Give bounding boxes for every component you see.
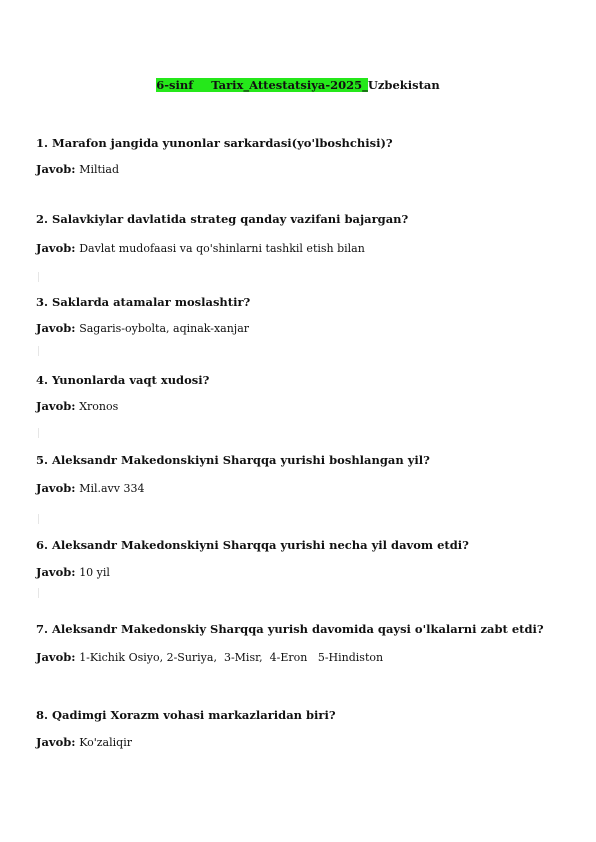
answer-6 — [36, 565, 110, 579]
answer-value: 1-Kichik Osiyo, 2-Suriya, 3-Misr, 4-Eron 5-Hindiston — [79, 651, 384, 664]
faint-mark — [38, 588, 39, 598]
question-5: 5. Aleksandr Makedonskiyni Sharqqa yurishi boshlangan yil? — [36, 453, 430, 467]
question-8: 8. Qadimgi Xorazm vohasi markazlaridan biri? — [36, 708, 336, 722]
answer-label: Javob: — [36, 735, 76, 749]
answer-value: Ko'zaliqir — [79, 736, 132, 749]
answer-label: Javob: — [36, 650, 76, 664]
faint-mark — [38, 346, 39, 356]
question-7: 7. Aleksandr Makedonskiy Sharqqa yurish davomida qaysi o'lkalarni zabt etdi? — [36, 622, 544, 636]
answer-4 — [36, 399, 118, 413]
answer-label: Javob: — [36, 241, 76, 255]
answer-8 — [36, 735, 132, 749]
title-country: Uzbekistan — [367, 78, 440, 92]
answer-3 — [36, 321, 249, 335]
faint-mark — [38, 514, 39, 524]
title-highlight — [156, 78, 368, 92]
answer-2 — [36, 241, 365, 255]
question-1: 1. Marafon jangida yunonlar sarkardasi(yo'lboshchisi)? — [36, 136, 393, 150]
answer-1 — [36, 162, 119, 176]
answer-value: Sagaris-oybolta, aqinak-xanjar — [79, 322, 250, 335]
question-2: 2. Salavkiylar davlatida strateg qanday vazifani bajargan? — [36, 212, 409, 226]
question-6: 6. Aleksandr Makedonskiyni Sharqqa yurishi necha yil davom etdi? — [36, 538, 469, 552]
document-title — [0, 78, 596, 92]
question-3: 3. Saklarda atamalar moslashtir? — [36, 295, 251, 309]
answer-label: Javob: — [36, 565, 76, 579]
answer-label: Javob: — [36, 399, 76, 413]
answer-label: Javob: — [36, 162, 76, 176]
answer-label: Javob: — [36, 321, 76, 335]
answer-7 — [36, 650, 383, 664]
answer-label: Javob: — [36, 481, 76, 495]
faint-mark — [38, 428, 39, 438]
title-grade: 6-sinf — [156, 78, 194, 92]
answer-value: Mil.avv 334 — [79, 482, 145, 495]
answer-5 — [36, 481, 144, 495]
answer-value: Miltiad — [79, 163, 120, 176]
answer-value: 10 yil — [79, 566, 110, 579]
question-4: 4. Yunonlarda vaqt xudosi? — [36, 373, 210, 387]
answer-value: Xronos — [79, 400, 119, 413]
answer-value: Davlat mudofaasi va qo'shinlarni tashkil etish bilan — [79, 242, 365, 255]
faint-mark — [38, 272, 39, 282]
title-subject-year: Tarix_Attestatsiya-2025_ — [211, 78, 368, 92]
